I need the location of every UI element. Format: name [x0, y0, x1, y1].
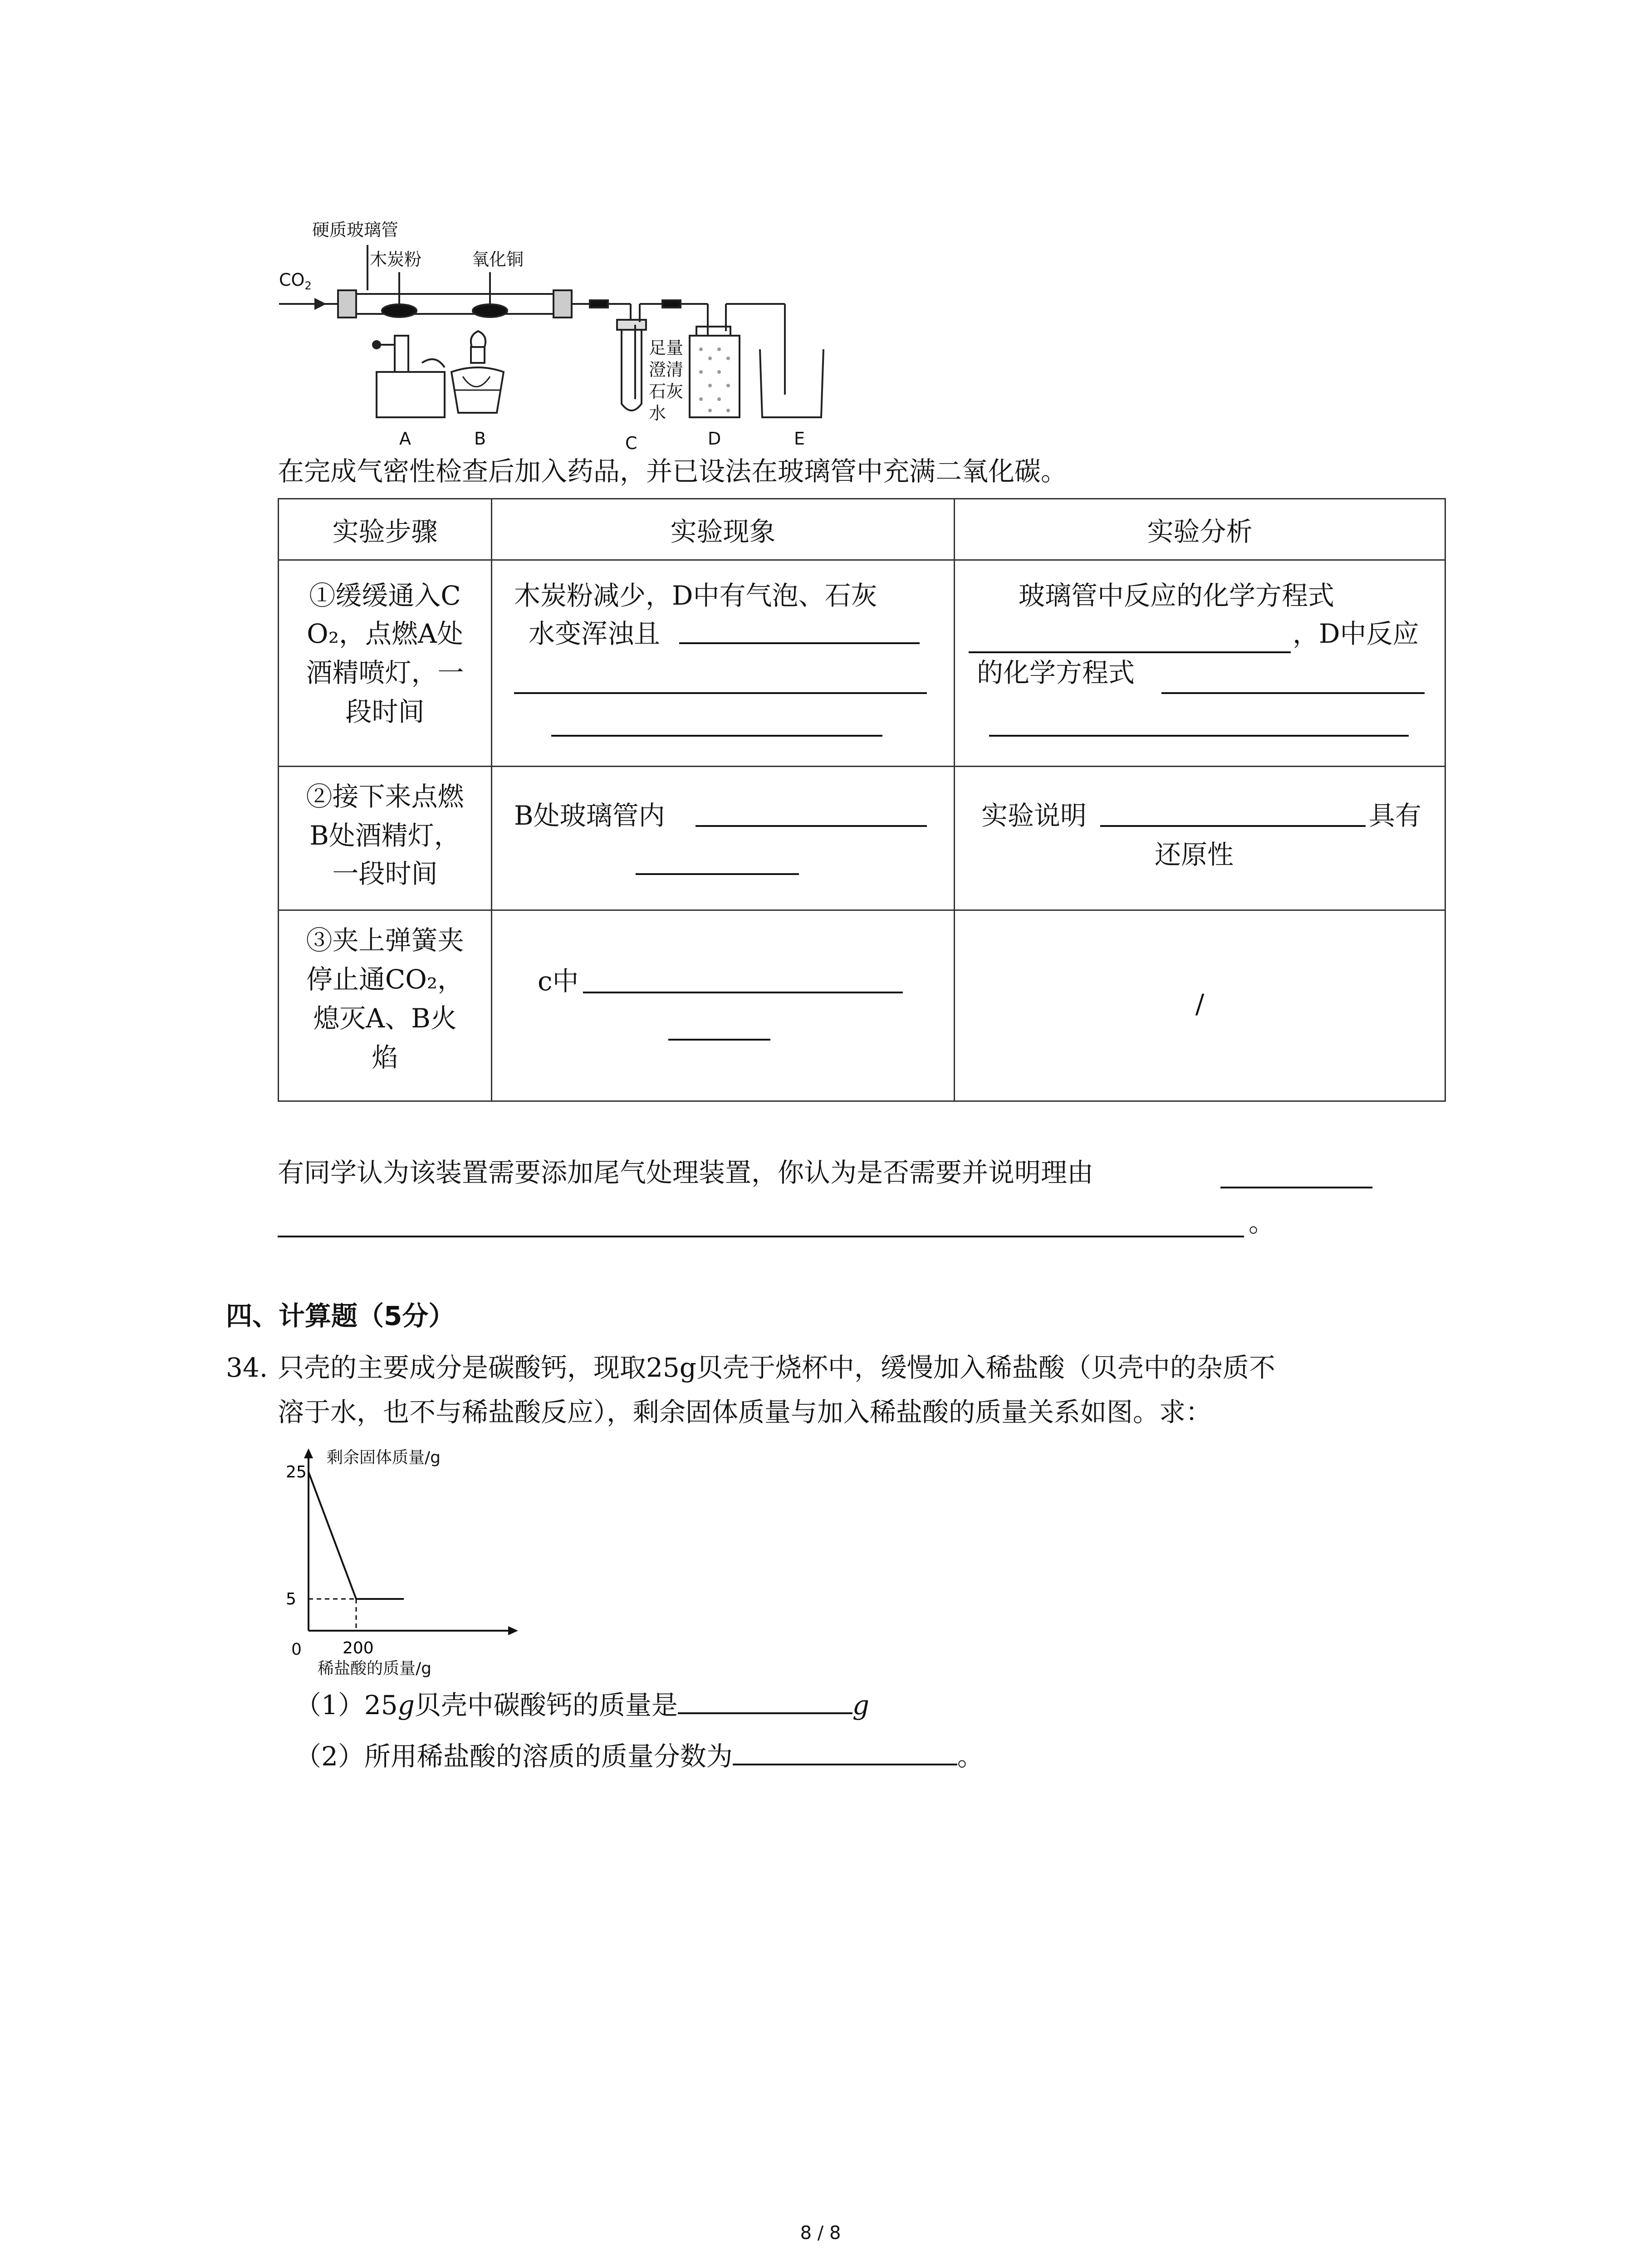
sub1-unit: g	[852, 1690, 870, 1721]
sub1-g: g	[397, 1690, 415, 1721]
answer-blank[interactable]	[668, 1039, 770, 1041]
step3-line1: ③夹上弹簧夹	[306, 925, 464, 956]
copper-oxide-label: 氧化铜	[472, 249, 524, 269]
x-axis-arrow	[508, 1626, 518, 1635]
answer-blank[interactable]	[636, 873, 799, 875]
label-c: C	[625, 433, 637, 453]
header-steps: 实验步骤	[279, 499, 492, 560]
label-e: E	[794, 429, 805, 449]
glass-tube-label: 硬质玻璃管	[312, 220, 399, 240]
analysis3-slash: /	[1195, 988, 1205, 1019]
step3-line3: 熄灭A、B火	[313, 1003, 457, 1034]
header-analysis: 实验分析	[955, 499, 1445, 560]
mass-chart	[281, 1445, 535, 1685]
q34-number: 34.	[226, 1352, 268, 1383]
answer-blank[interactable]	[1161, 692, 1425, 694]
step1-line3: 酒精喷灯，一	[306, 657, 464, 688]
y-axis-label: 剩余固体质量/g	[327, 1448, 441, 1467]
x-axis-label: 稀盐酸的质量/g	[318, 1659, 431, 1678]
label-b: B	[474, 429, 486, 449]
analysis1-line3: 的化学方程式	[977, 657, 1135, 688]
y-tick-label: 25	[286, 1463, 307, 1481]
table-row	[279, 910, 1445, 1101]
section-title: 四、计算题（5分）	[226, 1300, 455, 1331]
intro-text: 在完成气密性检查后加入药品，并已设法在玻璃管中充满二氧化碳。	[278, 456, 1068, 487]
tail-end-punct: 。	[1249, 1207, 1275, 1238]
label-d: D	[708, 429, 721, 449]
answer-blank[interactable]	[1220, 1187, 1372, 1188]
experiment-table	[278, 498, 1446, 1102]
analysis2-line3: 还原性	[1155, 839, 1234, 870]
answer-blank[interactable]	[583, 992, 903, 993]
analysis2-line2: 具有	[1369, 800, 1422, 831]
sub1-text: 贝壳中碳酸钙的质量是	[414, 1690, 678, 1721]
x-tick-label: 200	[343, 1639, 374, 1657]
limewater-label-1: 足量	[649, 338, 684, 358]
y-axis-arrow	[304, 1448, 313, 1458]
q34-line2: 溶于水，也不与稀盐酸反应），剩余固体质量与加入稀盐酸的质量关系如图。求：	[278, 1397, 1212, 1427]
answer-blank[interactable]	[678, 1685, 852, 1714]
page-number: 8 / 8	[800, 2223, 841, 2244]
analysis1-line2: ，D中反应	[1293, 618, 1419, 649]
answer-blank[interactable]	[278, 1236, 1244, 1237]
y-tick-label: 5	[286, 1590, 296, 1608]
sub1-prefix: （1）25	[295, 1690, 398, 1721]
analysis1-line1: 玻璃管中反应的化学方程式	[1019, 580, 1335, 611]
step2-line3: 一段时间	[332, 858, 438, 889]
answer-blank[interactable]	[696, 825, 927, 827]
series-line	[309, 1472, 404, 1599]
phenomenon2-line1: B处玻璃管内	[514, 800, 665, 831]
label-a: A	[399, 429, 411, 449]
table-row	[279, 560, 1445, 767]
answer-blank[interactable]	[989, 735, 1409, 737]
header-phenomenon: 实验现象	[492, 499, 955, 560]
sub2-text: （2）所用稀盐酸的溶质的质量分数为	[295, 1741, 733, 1772]
q34-line1: 只壳的主要成分是碳酸钙，现取25g贝壳于烧杯中，缓慢加入稀盐酸（贝壳中的杂质不	[278, 1352, 1275, 1383]
answer-blank[interactable]	[551, 735, 882, 737]
answer-blank[interactable]	[733, 1736, 957, 1765]
table-header-row	[279, 499, 1445, 560]
answer-blank[interactable]	[1100, 825, 1366, 827]
limewater-label-4: 水	[649, 403, 666, 423]
step1-line2: O₂，点燃A处	[307, 618, 463, 649]
step1-line4: 段时间	[345, 696, 425, 727]
step3-line4: 焰	[372, 1042, 398, 1073]
analysis2-line1: 实验说明	[981, 800, 1087, 831]
q34-sub2	[295, 1736, 984, 1776]
phenomenon1-line1: 木炭粉减少，D中有气泡、石灰	[514, 580, 877, 611]
charcoal-label: 木炭粉	[370, 249, 422, 269]
step3-line2: 停止通CO₂，	[306, 964, 464, 995]
answer-blank[interactable]	[514, 692, 927, 694]
phenomenon1-line2: 水变浑浊且	[529, 618, 661, 649]
sub2-end: 。	[957, 1741, 984, 1772]
tail-question	[278, 1153, 1093, 1192]
limewater-label-3: 石灰	[649, 381, 684, 401]
tail-question-text: 有同学认为该装置需要添加尾气处理装置，你认为是否需要并说明理由	[278, 1157, 1094, 1188]
step2-line1: ②接下来点燃	[306, 781, 464, 812]
answer-blank[interactable]	[679, 642, 920, 644]
co2-inlet-label: $CO_2$	[279, 270, 312, 292]
table-row	[279, 767, 1445, 910]
q34-sub1	[295, 1685, 869, 1725]
origin-label: 0	[291, 1640, 302, 1659]
apparatus-diagram	[272, 218, 889, 463]
phenomenon3-line1: c中	[538, 966, 579, 997]
step1-line1: ①缓缓通入C	[309, 580, 461, 611]
limewater-label-2: 澄清	[649, 360, 684, 380]
step2-line2: B处酒精灯，	[309, 820, 460, 851]
